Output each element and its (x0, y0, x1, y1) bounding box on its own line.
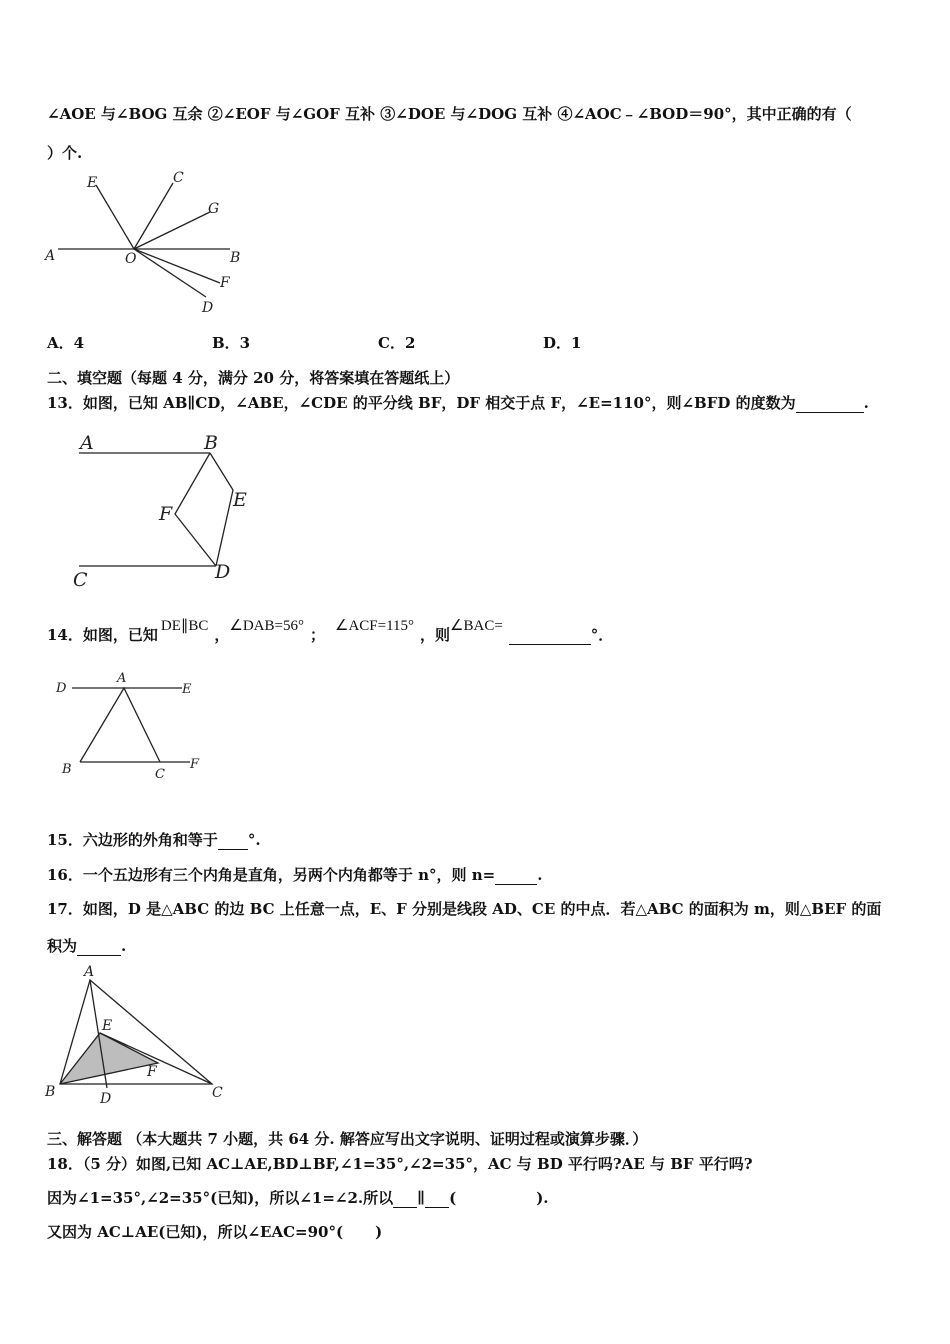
q18-close-paren-2: ) (375, 1223, 383, 1241)
q13-label-B: B (204, 432, 218, 454)
q17-label-E: E (102, 1018, 113, 1034)
q17-figure (40, 960, 240, 1105)
q14-formula-3: ∠ACF=115° (335, 618, 415, 634)
q14-figure (52, 670, 212, 785)
q12-line2: ）个. (47, 144, 83, 162)
q13-label-F: F (159, 503, 173, 525)
q12-choice-d[interactable]: D．1 (543, 334, 582, 352)
q14-label-C: C (155, 767, 165, 782)
q14-label-E: E (182, 682, 192, 697)
q13-label-C: C (73, 569, 88, 591)
q18-blank-reason-2[interactable] (343, 1223, 375, 1241)
q13-answer-blank[interactable] (796, 394, 864, 413)
q14-label-D: D (56, 681, 67, 696)
q12-label-B: B (230, 250, 241, 266)
q17-label-B: B (45, 1084, 56, 1100)
q12-label-C: C (173, 170, 184, 186)
q16-answer-blank[interactable] (495, 866, 537, 885)
q12-label-F: F (220, 275, 230, 291)
q13-question: 13．如图，已知 AB∥CD，∠ABE，∠CDE 的平分线 BF，DF 相交于点 F，∠E=110°，则∠BFD 的度数为 (47, 394, 796, 412)
q14-label-B: B (62, 762, 72, 777)
q18-line2 (47, 1187, 549, 1208)
q12-label-G: G (208, 201, 220, 217)
q16-text (47, 864, 542, 885)
q18-blank-1[interactable] (393, 1189, 417, 1208)
q14-text (47, 618, 614, 645)
q14-prefix: 14．如图，已知 (47, 626, 158, 644)
q18-close-paren: ). (536, 1189, 549, 1207)
q12-figure (40, 165, 260, 320)
q17-answer-blank[interactable] (77, 937, 121, 956)
q16-tail: . (537, 866, 543, 884)
section2-title: 二、填空题（每题 4 分，满分 20 分，将答案填在答题纸上） (47, 369, 460, 387)
q14-formula-4: ∠BAC= (450, 618, 503, 634)
q14-sep-2: ； (309, 626, 325, 644)
q18-blank-2[interactable] (425, 1189, 449, 1208)
q18-reason-1: 因为∠1=35°,∠2=35°(已知)，所以∠1=∠2.所以 (47, 1189, 394, 1207)
q14-tail: °． (590, 626, 614, 644)
q17-label-C: C (212, 1085, 223, 1101)
q17-question-end: 积为 (47, 937, 78, 955)
q13-label-A: A (80, 432, 94, 454)
q17-line1: 17．如图，D 是△ABC 的边 BC 上任意一点，E、F 分别是线段 AD、CE 的中点．若△ABC 的面积为 m，则△BEF 的面 (47, 900, 882, 918)
q17-line2 (47, 935, 126, 956)
q12-line1: ∠AOE 与∠BOG 互余 ②∠EOF 与∠GOF 互补 ③∠DOE 与∠DOG 互补 ④∠AOC﹣∠BOD＝90°，其中正确的有（ (47, 105, 852, 123)
q14-sep-1: ， (214, 626, 230, 644)
q14-answer-blank[interactable] (509, 626, 591, 645)
q18-blank-reason[interactable] (456, 1189, 536, 1207)
q18-line1: 18．（5 分）如图,已知 AC⊥AE,BD⊥BF,∠1=35°,∠2=35°，AC 与 BD 平行吗?AE 与 BF 平行吗? (47, 1155, 753, 1173)
q17-label-D: D (100, 1091, 112, 1105)
q13-tail: . (863, 394, 869, 412)
q18-reason-2: 又因为 AC⊥AE(已知)，所以∠EAC=90°( (47, 1223, 344, 1241)
q12-choice-c[interactable]: C．2 (378, 334, 416, 352)
q12-label-A: A (45, 248, 56, 264)
q15-question: 15．六边形的外角和等于 (47, 831, 218, 849)
q17-label-A: A (84, 964, 95, 980)
q17-label-F: F (147, 1064, 157, 1080)
section3-title: 三、解答题 （本大题共 7 小题，共 64 分. 解答应写出文字说明、证明过程或演算步骤．） (47, 1130, 648, 1148)
q15-tail: °. (247, 831, 261, 849)
q12-label-D: D (202, 300, 214, 316)
q15-answer-blank[interactable] (218, 831, 248, 850)
q18-parallel-sign: ∥ (417, 1189, 426, 1207)
q12-label-E: E (87, 175, 98, 191)
q13-label-D: D (215, 561, 231, 583)
q18-open-paren: ( (449, 1189, 457, 1207)
q17-tail: . (121, 937, 127, 955)
q12-choice-b[interactable]: B．3 (212, 334, 251, 352)
q14-label-A: A (117, 671, 127, 686)
q16-question: 16．一个五边形有三个内角是直角，另两个内角都等于 n°，则 n= (47, 866, 496, 884)
q14-formula-1: DE∥BC (160, 618, 209, 634)
q15-text (47, 829, 261, 850)
q14-label-F: F (190, 757, 200, 772)
q12-label-O: O (125, 251, 137, 267)
q12-choice-a[interactable]: A．4 (47, 334, 85, 352)
q13-label-E: E (233, 489, 247, 511)
q13-figure (68, 428, 268, 593)
q18-line3 (47, 1221, 382, 1242)
q14-sep-3: ，则 (420, 626, 451, 644)
q14-formula-2: ∠DAB=56° (229, 618, 304, 634)
q13-text (47, 392, 869, 413)
